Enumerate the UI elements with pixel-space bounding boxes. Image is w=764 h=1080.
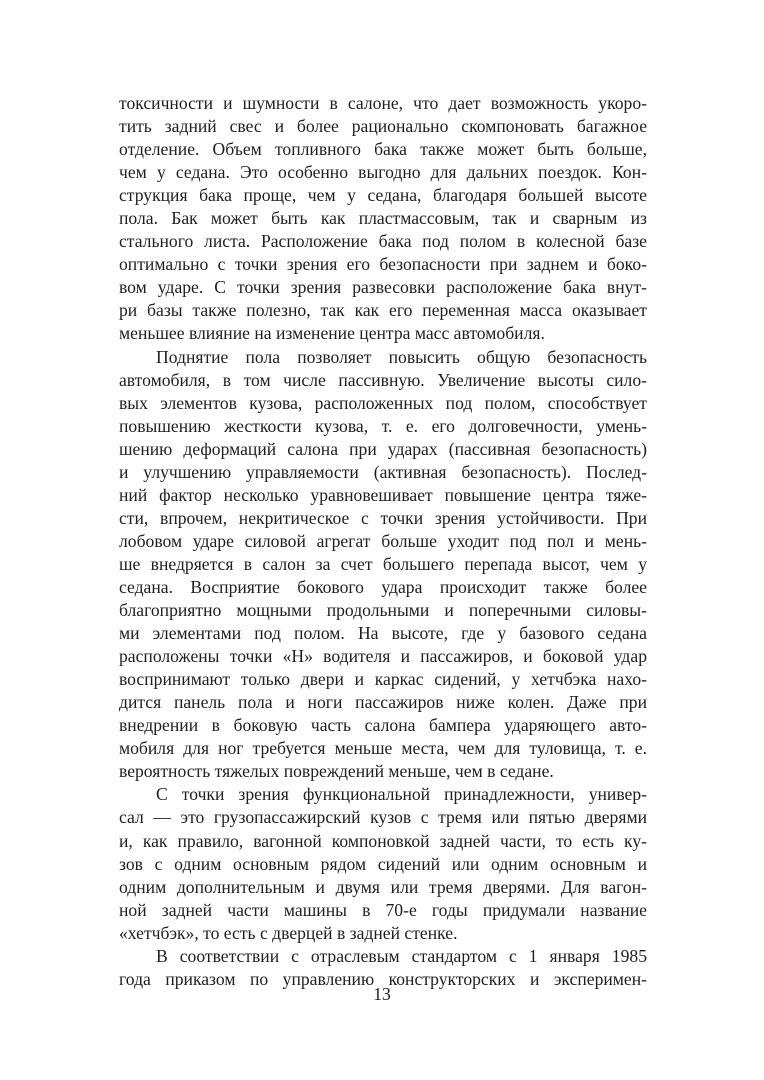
text-line: токсичности и шумности в салоне, что дает возможность укоро- — [119, 93, 647, 113]
text-line: оптимально с точки зрения его безопасности при заднем и боко- — [119, 254, 647, 275]
text-line: С точки зрения функциональной принадлежности, универ- — [156, 784, 647, 805]
text-line: сал — это грузопассажирский кузов с тремя или пятью дверями — [119, 807, 647, 828]
text-line: дится панель пола и ноги пассажиров ниже колен. Даже при — [119, 692, 647, 713]
paragraph — [119, 346, 647, 784]
page-number: 13 — [373, 984, 391, 1004]
text-line: чем у седана. Это особенно выгодно для дальних поездок. Кон- — [119, 162, 647, 183]
text-line: «хетчбэк», то есть с дверцей в задней стенке. — [119, 922, 458, 943]
text-line: внедрении в боковую часть салона бампера ударяющего авто- — [119, 715, 647, 736]
text-line: вом ударе. С точки зрения развесовки расположение бака внут- — [119, 277, 647, 298]
text-line: Поднятие пола позволяет повысить общую безопасность — [156, 346, 647, 367]
paragraph — [119, 92, 647, 346]
text-line: седана. Восприятие бокового удара происходит также более — [119, 576, 647, 597]
text-line: расположены точки «H» водителя и пассажиров, и боковой удар — [119, 646, 647, 667]
text-line: воспринимают только двери и каркас сидений, у хетчбэка нахо- — [119, 669, 647, 690]
text-line: струкция бака проще, чем у седана, благодаря большей высоте — [119, 185, 647, 206]
text-line: повышению жесткости кузова, т. е. его долговечности, умень- — [119, 415, 647, 436]
text-line: тить задний свес и более рационально скомпоновать багажное — [119, 116, 647, 137]
text-line: года приказом по управлению конструкторских и эксперимен- — [119, 968, 647, 989]
text-line: благоприятно мощными продольными и поперечными силовы- — [119, 600, 647, 621]
text-line: стального листа. Расположение бака под полом в колесной базе — [119, 231, 647, 252]
text-line: зов с одним основным рядом сидений или одним основным и — [119, 853, 647, 874]
text-line: автомобиля, в том числе пассивную. Увеличение высоты сило- — [119, 369, 647, 390]
text-line: сти, впрочем, некритическое с точки зрения устойчивости. При — [119, 507, 647, 528]
text-line: ше внедряется в салон за счет большего перепада высот, чем у — [119, 553, 647, 574]
text-line: ний фактор несколько уравновешивает повышение центра тяже- — [119, 484, 647, 505]
text-line: вых элементов кузова, расположенных под полом, способствует — [119, 392, 647, 413]
body-text — [119, 92, 647, 991]
paragraph — [119, 783, 647, 944]
text-line: шению деформаций салона при ударах (пассивная безопасность) — [119, 438, 647, 459]
text-line: вероятность тяжелых повреждений меньше, чем в седане. — [119, 761, 554, 782]
text-line: лобовом ударе силовой агрегат больше уходит под пол и мень- — [119, 530, 647, 551]
text-line: отделение. Объем топливного бака также может быть больше, — [119, 139, 647, 160]
text-line: и, как правило, вагонной компоновкой задней части, то есть ку- — [119, 830, 647, 851]
text-line: ной задней части машины в 70-е годы придумали название — [119, 899, 647, 920]
text-line: меньшее влияние на изменение центра масс автомобиля. — [119, 323, 545, 344]
text-line: и улучшению управляемости (активная безопасность). Послед- — [119, 461, 647, 482]
text-line: В соответствии с отраслевым стандартом с 1 января 1985 — [156, 945, 647, 966]
text-line: пола. Бак может быть как пластмассовым, так и сварным из — [119, 208, 647, 229]
text-line: ри базы также полезно, так как его переменная масса оказывает — [119, 300, 647, 321]
text-line: ми элементами под полом. На высоте, где у базового седана — [119, 623, 647, 644]
text-line: одним дополнительным и двумя или тремя дверями. Для вагон- — [119, 876, 647, 897]
text-line: мобиля для ног требуется меньше места, чем для туловища, т. е. — [119, 738, 647, 759]
